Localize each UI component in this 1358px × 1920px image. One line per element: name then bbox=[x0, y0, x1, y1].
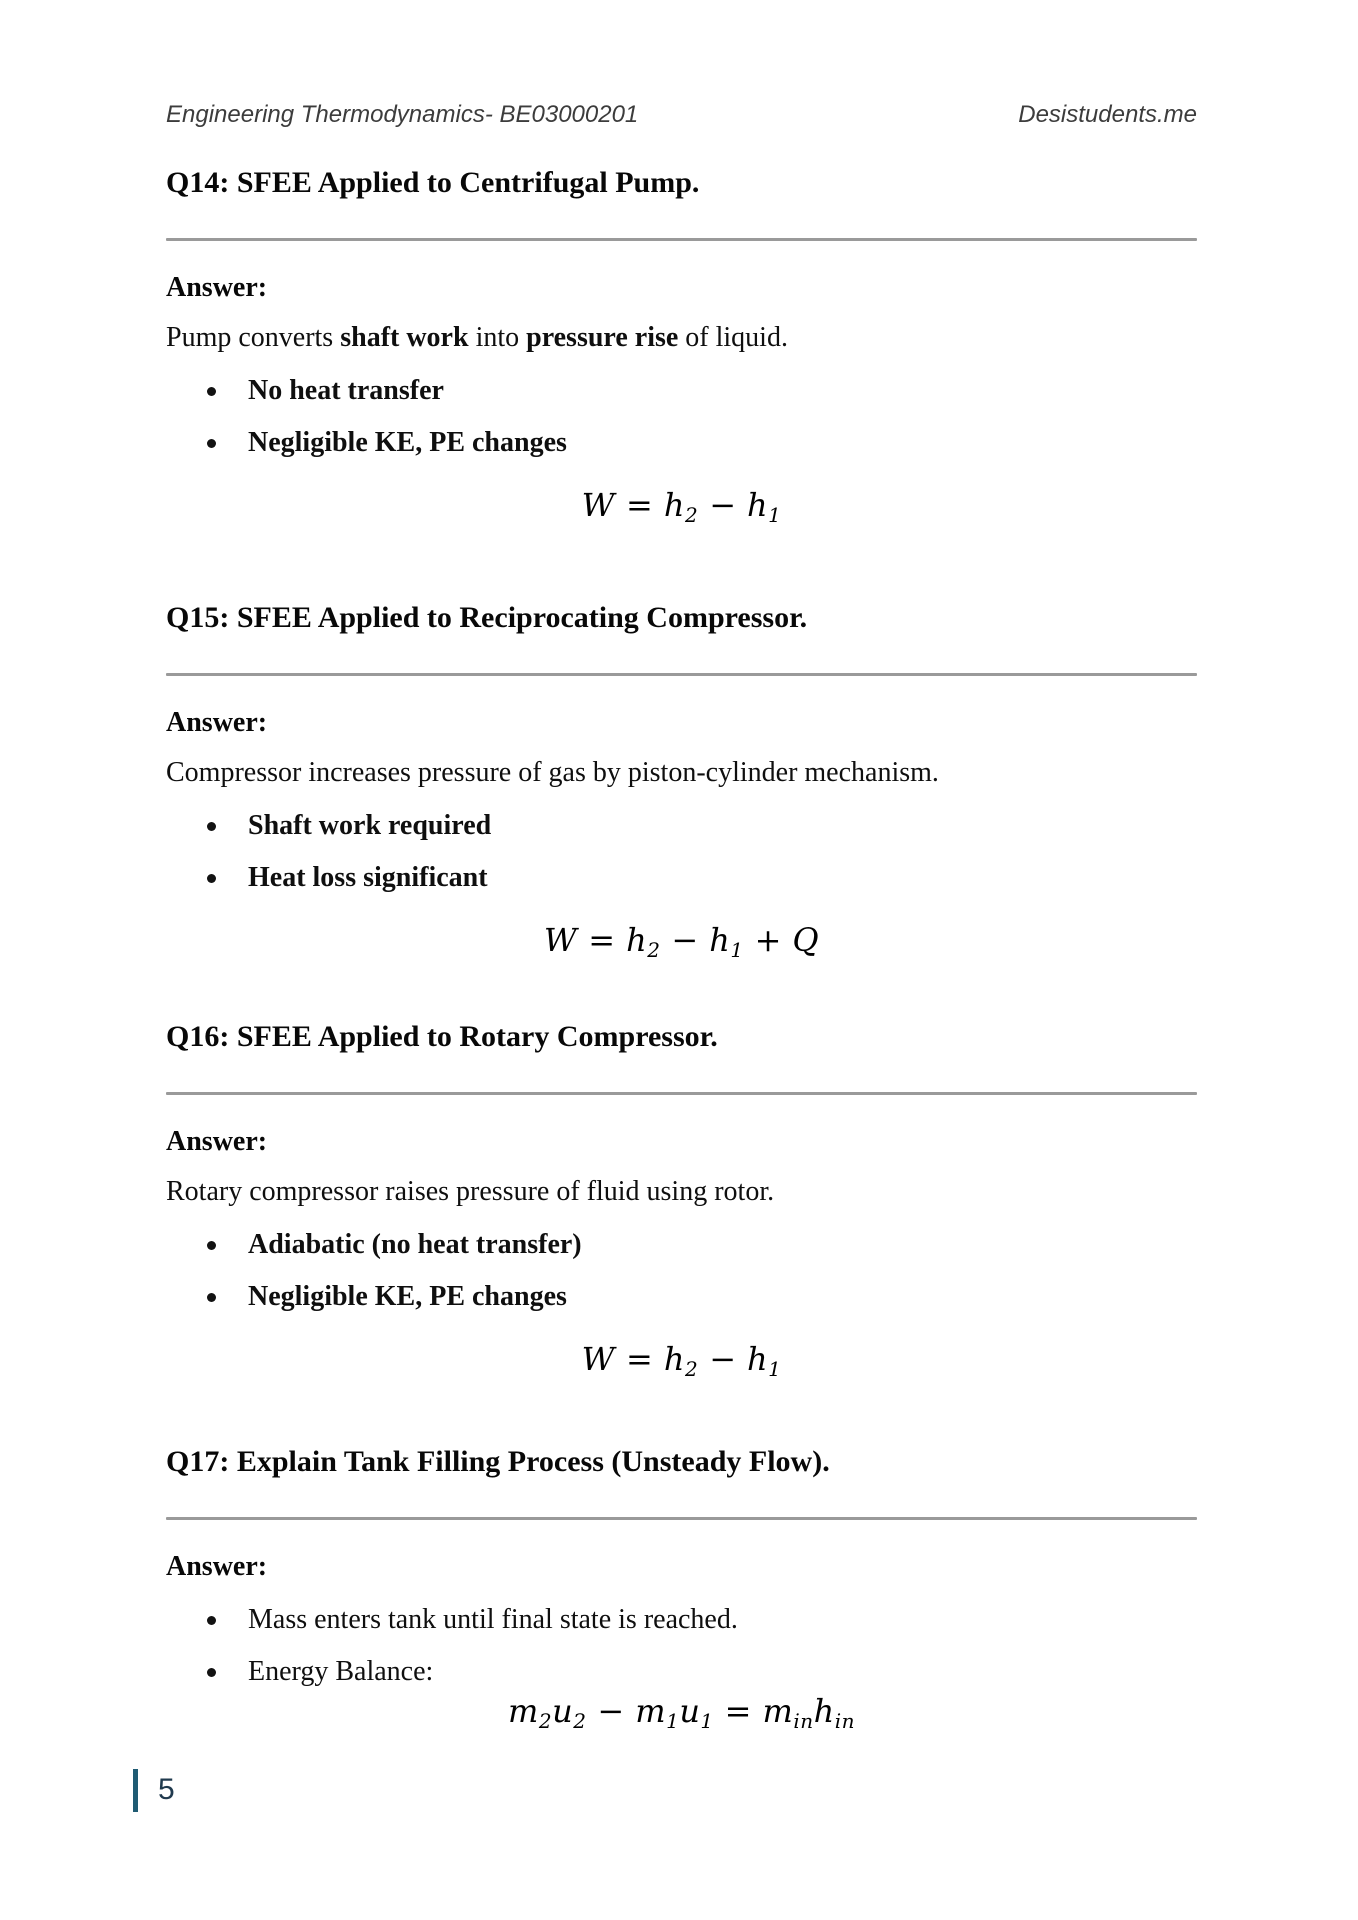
formula-token-base: h bbox=[626, 921, 648, 959]
formula-token-base: = bbox=[588, 921, 616, 959]
bullet-text: Negligible KE, PE changes bbox=[248, 1281, 567, 1312]
bullet-icon bbox=[207, 1668, 216, 1677]
bullet-list bbox=[166, 809, 1197, 895]
formula-token-base: m bbox=[635, 1692, 667, 1730]
section-divider bbox=[166, 238, 1197, 241]
formula-token-base: m bbox=[508, 1692, 539, 1730]
formula-token-base: h bbox=[747, 486, 769, 524]
bullet-text: Shaft work required bbox=[248, 810, 492, 841]
formula-operator bbox=[709, 1340, 736, 1378]
formula-token-subscript: 2 bbox=[647, 938, 661, 962]
question-title: Q14: SFEE Applied to Centrifugal Pump. bbox=[166, 166, 700, 199]
bullet-icon bbox=[207, 1293, 216, 1302]
bullet-text: Negligible KE, PE changes bbox=[248, 427, 567, 458]
formula-variable bbox=[792, 921, 819, 959]
formula-token-base: h bbox=[813, 1692, 835, 1730]
bullet-icon bbox=[207, 874, 216, 883]
bullet-icon bbox=[207, 1616, 216, 1625]
formula-variable bbox=[762, 1692, 814, 1733]
bullet-list bbox=[166, 1603, 1197, 1689]
formula-token-base: = bbox=[626, 1340, 653, 1378]
formula-variable bbox=[582, 1340, 615, 1378]
formula-token-subscript: 2 bbox=[538, 1709, 553, 1733]
intro-text-run: Rotary compressor raises pressure of fluid using rotor. bbox=[166, 1176, 775, 1207]
bullet-item bbox=[166, 1603, 1197, 1637]
bullet-item bbox=[166, 861, 1197, 895]
formula-token-base: W bbox=[581, 486, 616, 524]
answer-intro bbox=[166, 756, 1197, 790]
header-course-title: Engineering Thermodynamics- BE03000201 bbox=[166, 101, 639, 128]
bullet-icon bbox=[207, 822, 216, 831]
question-section bbox=[166, 166, 1197, 525]
page-header bbox=[166, 100, 1197, 130]
header-site-name: Desistudents.me bbox=[1018, 101, 1197, 128]
formula-token-subscript: 2 bbox=[684, 503, 699, 527]
bullet-item bbox=[166, 426, 1197, 460]
formula-token-base: u bbox=[679, 1692, 701, 1730]
bullet-text: Energy Balance: bbox=[248, 1656, 434, 1687]
formula-token-base: − bbox=[671, 921, 699, 959]
formula-variable bbox=[552, 1692, 587, 1733]
formula-variable bbox=[813, 1692, 855, 1733]
formula-token-base: h bbox=[747, 1340, 769, 1378]
formula-variable bbox=[582, 486, 615, 524]
formula-token-base: W bbox=[581, 1340, 616, 1378]
formula-variable bbox=[709, 921, 744, 962]
bullet-text: Heat loss significant bbox=[248, 862, 488, 893]
question-section bbox=[166, 601, 1197, 960]
bullet-list bbox=[166, 1228, 1197, 1314]
bullet-icon bbox=[207, 387, 216, 396]
question-section bbox=[166, 1020, 1197, 1379]
formula-operator bbox=[709, 486, 736, 524]
formula-token-subscript: in bbox=[834, 1709, 855, 1733]
formula-operator bbox=[755, 921, 782, 959]
formula-token-subscript: 2 bbox=[684, 1357, 699, 1381]
formula-variable bbox=[747, 1340, 782, 1381]
formula-operator bbox=[597, 1692, 624, 1730]
formula-variable bbox=[626, 921, 661, 962]
section-divider bbox=[166, 1517, 1197, 1520]
answer-label: Answer: bbox=[166, 1551, 268, 1582]
formula-token-base: h bbox=[663, 486, 685, 524]
intro-text-run: pressure rise bbox=[526, 322, 679, 353]
formula-variable bbox=[635, 1692, 680, 1733]
formula-token-subscript: in bbox=[793, 1709, 814, 1733]
section-divider bbox=[166, 673, 1197, 676]
intro-text-run: of liquid. bbox=[678, 322, 788, 353]
bullet-icon bbox=[207, 439, 216, 448]
formula-token-base: − bbox=[597, 1692, 625, 1730]
formula-variable bbox=[747, 486, 782, 527]
formula bbox=[166, 920, 1197, 960]
formula-token-base: − bbox=[709, 1340, 736, 1378]
intro-text-run: into bbox=[468, 322, 527, 353]
answer-label: Answer: bbox=[166, 1126, 268, 1157]
formula-token-subscript: 1 bbox=[700, 1709, 714, 1733]
answer-intro bbox=[166, 321, 1197, 355]
question-title: Q16: SFEE Applied to Rotary Compressor. bbox=[166, 1020, 718, 1053]
formula-variable bbox=[544, 921, 577, 959]
formula-operator bbox=[671, 921, 698, 959]
formula-variable bbox=[663, 1340, 699, 1381]
formula-token-base: + bbox=[754, 921, 782, 959]
formula-token-base: W bbox=[543, 921, 578, 959]
formula-operator bbox=[626, 486, 653, 524]
bullet-item bbox=[166, 1655, 1197, 1689]
formula bbox=[166, 1339, 1197, 1379]
formula-token-base: h bbox=[663, 1340, 685, 1378]
question-title: Q15: SFEE Applied to Reciprocating Compressor. bbox=[166, 601, 808, 634]
formula-token-subscript: 1 bbox=[666, 1709, 680, 1733]
bullet-list bbox=[166, 374, 1197, 460]
bullet-text: Mass enters tank until final state is reached. bbox=[248, 1604, 738, 1635]
intro-text-run: shaft work bbox=[340, 322, 469, 353]
answer-intro bbox=[166, 1175, 1197, 1209]
bullet-item bbox=[166, 809, 1197, 843]
answer-label: Answer: bbox=[166, 707, 268, 738]
bullet-item bbox=[166, 1228, 1197, 1262]
formula-operator bbox=[626, 1340, 653, 1378]
bullet-icon bbox=[207, 1241, 216, 1250]
question-title: Q17: Explain Tank Filling Process (Unsteady Flow). bbox=[166, 1445, 830, 1478]
formula-token-base: − bbox=[709, 486, 736, 524]
formula-token-subscript: 1 bbox=[768, 1357, 782, 1381]
formula-token-base: = bbox=[724, 1692, 752, 1730]
intro-text-run: Compressor increases pressure of gas by piston-cylinder mechanism. bbox=[166, 757, 939, 788]
bullet-item bbox=[166, 374, 1197, 408]
formula-token-base: h bbox=[709, 921, 731, 959]
formula-token-base: m bbox=[762, 1692, 794, 1730]
bullet-item bbox=[166, 1280, 1197, 1314]
formula-operator bbox=[588, 921, 615, 959]
section-divider bbox=[166, 1092, 1197, 1095]
formula bbox=[166, 1691, 1197, 1731]
formula-variable bbox=[679, 1692, 714, 1733]
page-number-accent-bar bbox=[133, 1769, 138, 1812]
formula-variable bbox=[663, 486, 699, 527]
answer-label: Answer: bbox=[166, 272, 268, 303]
formula-token-base: = bbox=[626, 486, 653, 524]
intro-text-run: Pump converts bbox=[166, 322, 341, 353]
page-number: 5 bbox=[158, 1773, 175, 1806]
formula-token-subscript: 2 bbox=[573, 1709, 587, 1733]
formula-variable bbox=[508, 1692, 553, 1733]
formula-token-base: u bbox=[552, 1692, 574, 1730]
bullet-text: Adiabatic (no heat transfer) bbox=[248, 1229, 582, 1260]
formula-operator bbox=[725, 1692, 752, 1730]
question-section bbox=[166, 1445, 1197, 1731]
formula-token-subscript: 1 bbox=[768, 503, 782, 527]
formula-token-base: Q bbox=[792, 921, 820, 959]
bullet-text: No heat transfer bbox=[248, 375, 444, 406]
formula bbox=[166, 485, 1197, 525]
formula-token-subscript: 1 bbox=[730, 938, 744, 962]
